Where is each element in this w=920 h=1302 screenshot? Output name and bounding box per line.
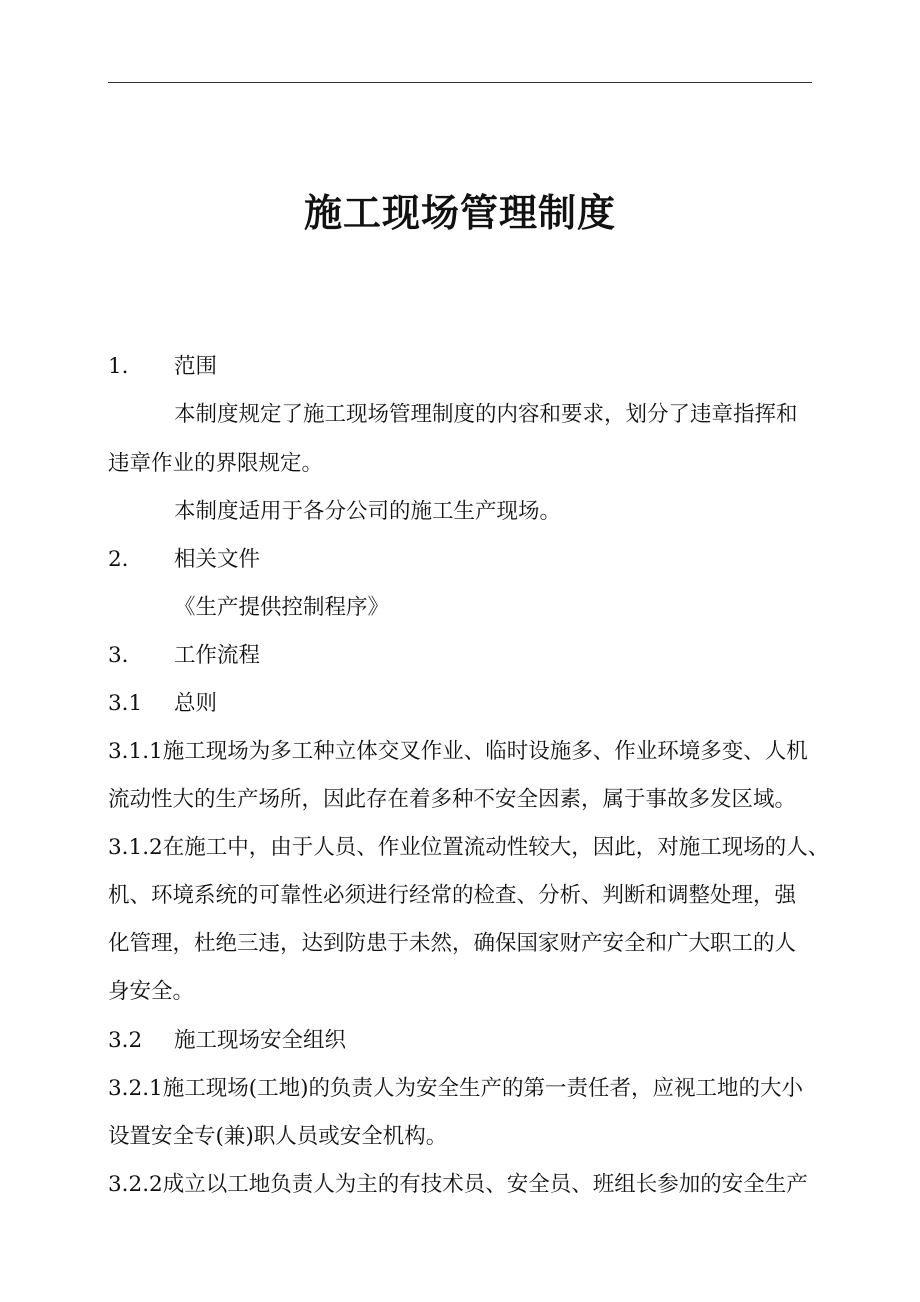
section-heading: 总则 bbox=[174, 691, 218, 716]
section-heading: 施工现场安全组织 bbox=[174, 1028, 347, 1053]
section-number: 3.2 bbox=[108, 1028, 143, 1053]
section-number: 3.1 bbox=[108, 691, 143, 716]
paragraph-line: 流动性大的生产场所，因此存在着多种不安全因素，属于事故多发区域。 bbox=[108, 787, 797, 812]
section-3-2 bbox=[108, 1026, 346, 1056]
section-number: 2. bbox=[108, 547, 129, 572]
document-title: 施工现场管理制度 bbox=[303, 191, 616, 235]
paragraph-line: 3.2.1施工现场(工地)的负责人为安全生产的第一责任者，应视工地的大小 bbox=[108, 1076, 803, 1101]
header-rule bbox=[108, 82, 812, 83]
paragraph-line: 3.2.2成立以工地负责人为主的有技术员、安全员、班组长参加的安全生产 bbox=[108, 1172, 808, 1197]
paragraph-line: 违章作业的界限规定。 bbox=[108, 451, 324, 476]
section-heading: 工作流程 bbox=[174, 643, 261, 668]
paragraph-line: 身安全。 bbox=[108, 979, 195, 1004]
paragraph-line: 机、环境系统的可靠性必须进行经常的检查、分析、判断和调整处理，强 bbox=[108, 883, 797, 908]
section-3-1 bbox=[108, 689, 217, 719]
paragraph-line: 化管理，杜绝三违，达到防患于未然，确保国家财产安全和广大职工的人 bbox=[108, 931, 797, 956]
section-heading: 相关文件 bbox=[174, 547, 261, 572]
section-number: 3. bbox=[108, 643, 129, 668]
section-heading: 范围 bbox=[174, 354, 218, 379]
section-3 bbox=[108, 641, 260, 671]
paragraph-line: 设置安全专(兼)职人员或安全机构。 bbox=[108, 1124, 448, 1149]
section-1 bbox=[108, 352, 217, 382]
reference-document: 《生产提供控制程序》 bbox=[174, 595, 390, 620]
paragraph-line: 本制度适用于各分公司的施工生产现场。 bbox=[174, 499, 562, 524]
paragraph-line: 3.1.1施工现场为多工种立体交叉作业、临时设施多、作业环境多变、人机 bbox=[108, 739, 808, 764]
section-number: 1. bbox=[108, 354, 129, 379]
paragraph-line: 3.1.2在施工中，由于人员、作业位置流动性较大，因此，对施工现场的人、 bbox=[108, 835, 830, 860]
paragraph-line: 本制度规定了施工现场管理制度的内容和要求，划分了违章指挥和 bbox=[174, 402, 798, 427]
section-2 bbox=[108, 545, 260, 575]
